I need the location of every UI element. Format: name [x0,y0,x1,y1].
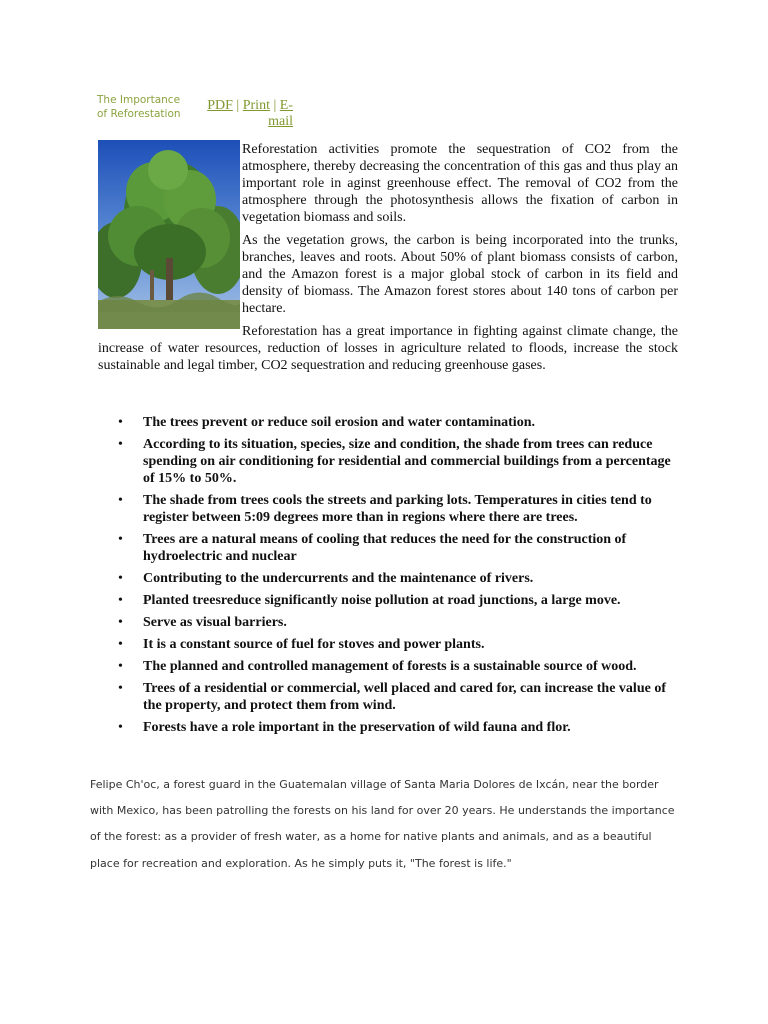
list-item: • Trees of a residential or commercial, well placed and cared for, can increase the value of the property, and protect them from wind. [98,680,680,714]
list-item: • Planted treesreduce significantly noise pollution at road junctions, a large move. [98,592,680,609]
list-item: • It is a constant source of fuel for stoves and power plants. [98,636,680,653]
article-actions [185,98,293,130]
article-title: The Importance of Reforestation [97,94,181,120]
list-item: • Trees are a natural means of cooling that reduces the need for the construction of hydroelectric and nuclear [98,531,680,565]
forest-photo [98,140,240,329]
paragraph-carbon-storage: As the vegetation grows, the carbon is being incorporated into the trunks, branches, leaves and roots. About 50% of plant biomass consists of carbon, and the Amazon forest is a major global stock of carbon in its field and density of biomass. The Amazon forest stores about 140 tons of carbon per hectare. [242,233,678,316]
list-item: • The planned and controlled management of forests is a sustainable source of wood. [98,658,680,675]
email-link[interactable]: E-mail [268,98,293,129]
forest-guard-story: Felipe Ch'oc, a forest guard in the Guatemalan village of Santa Maria Dolores de Ixcán, near the border with Mexico, has been patrolling the forests on his land for over 20 years. He understands the importance of the forest: as a provider of fresh water, as a home for native plants and animals, and as a beautiful place for recreation and exploration. As he simply puts it, "The forest is life." [90,778,675,870]
list-item: • Forests have a role important in the preservation of wild fauna and flor. [98,719,680,736]
list-item: • The shade from trees cools the streets and parking lots. Temperatures in cities tend to register between 5:09 degrees more than in regions where there are trees. [98,492,680,526]
benefits-list [98,414,680,741]
list-item: • According to its situation, species, size and condition, the shade from trees can reduce spending on air conditioning for residential and commercial buildings from a percentage of 15% to 50%. [98,436,680,487]
print-link[interactable]: Print [242,98,270,113]
trees-illustration [98,140,240,329]
separator: | [232,98,243,113]
paragraph-sequestration: Reforestation activities promote the sequestration of CO2 from the atmosphere, thereby decreasing the concentration of this gas and thus play an important role in aginst greenhouse effect. The removal of CO2 from the atmosphere through the photosynthesis allows the fixation of carbon in vegetation biomass and soils. [242,142,678,225]
list-item: • Serve as visual barriers. [98,614,680,631]
separator: | [269,98,280,113]
list-item: • The trees prevent or reduce soil erosion and water contamination. [98,414,680,431]
pdf-link[interactable]: PDF [207,98,233,113]
paragraph-importance: Reforestation has a great importance in fighting against climate change, the increase of water resources, reduction of losses in agriculture related to floods, increase the stock sustainable and legal timber, CO2 sequestration and reducing greenhouse gases. [98,324,678,373]
list-item: • Contributing to the undercurrents and the maintenance of rivers. [98,570,680,587]
